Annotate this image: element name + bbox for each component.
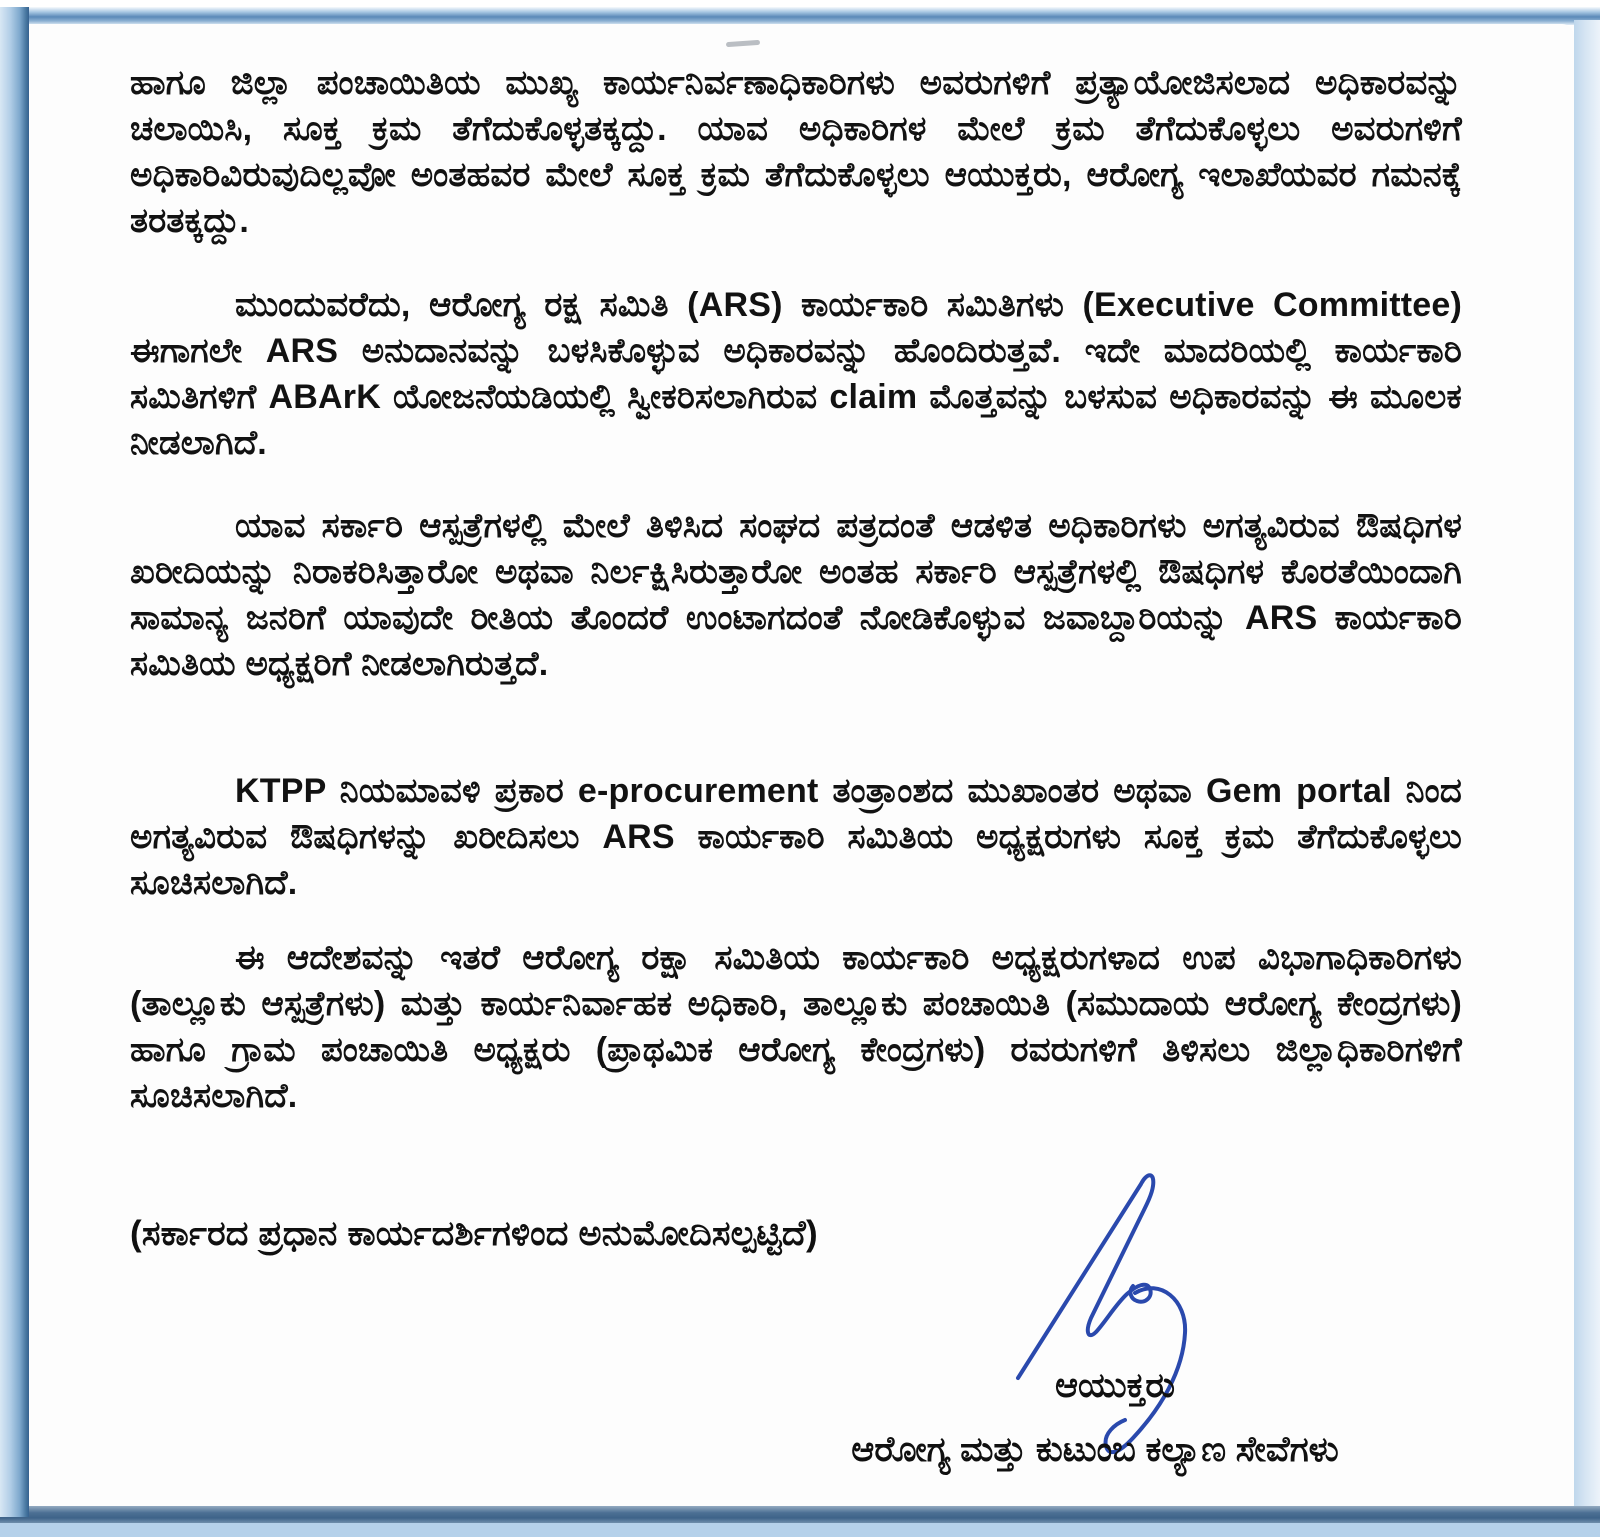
scan-edge-bottom-shadow	[0, 1506, 1600, 1523]
signature-stroke-main	[1018, 1175, 1153, 1378]
scan-edge-right	[1574, 20, 1600, 1517]
paragraph-2: ಮುಂದುವರೆದು, ಆರೋಗ್ಯ ರಕ್ಷ ಸಮಿತಿ (ARS) ಕಾರ್ಯಕಾರಿ ಸಮಿತಿಗಳು (Executive Committee) ಈಗಾಗಲೇ ARS ಅನುದಾನವನ್ನು ಬಳಸಿಕೊಳ್ಳುವ ಅಧಿಕಾರವನ್ನು ಹೊಂದಿರುತ್ತವೆ. ಇದೇ ಮಾದರಿಯಲ್ಲಿ ಕಾರ್ಯಕಾರಿ ಸಮಿತಿಗಳಿಗೆ ABArK ಯೋಜನೆಯಡಿಯಲ್ಲಿ ಸ್ವೀಕರಿಸಲಾಗಿರುವ claim ಮೊತ್ತವನ್ನು ಬಳಸುವ ಅಧಿಕಾರವನ್ನು ಈ ಮೂಲಕ ನೀಡಲಾಗಿದೆ.	[130, 286, 1462, 462]
signer-title: ಆಯುಕ್ತರು	[1054, 1366, 1176, 1405]
paragraph-3: ಯಾವ ಸರ್ಕಾರಿ ಆಸ್ಪತ್ರೆಗಳಲ್ಲಿ ಮೇಲೆ ತಿಳಿಸಿದ ಸಂಘದ ಪತ್ರದಂತೆ ಆಡಳಿತ ಅಧಿಕಾರಿಗಳು ಅಗತ್ಯವಿರುವ ಔಷಧಿಗಳ ಖರೀದಿಯನ್ನು ನಿರಾಕರಿಸಿತ್ತಾರೋ ಅಥವಾ ನಿರ್ಲಕ್ಷಿಸಿರುತ್ತಾರೋ ಅಂತಹ ಸರ್ಕಾರಿ ಆಸ್ಪತ್ರೆಗಳಲ್ಲಿ ಔಷಧಿಗಳ ಕೊರತೆಯಿಂದಾಗಿ ಸಾಮಾನ್ಯ ಜನರಿಗೆ ಯಾವುದೇ ರೀತಿಯ ತೊಂದರೆ ಉಂಟಾಗದಂತೆ ನೋಡಿಕೊಳ್ಳುವ ಜವಾಬ್ದಾರಿಯನ್ನು ARS ಕಾರ್ಯಕಾರಿ ಸಮಿತಿಯ ಅಧ್ಯಕ್ಷರಿಗೆ ನೀಡಲಾಗಿರುತ್ತದೆ.	[130, 507, 1462, 683]
signer-department: ಆರೋಗ್ಯ ಮತ್ತು ಕುಟುಂಬ ಕಲ್ಯಾಣ ಸೇವೆಗಳು	[851, 1430, 1339, 1469]
scan-edge-bottom	[0, 1523, 1600, 1537]
document-page	[29, 24, 1574, 1506]
paragraph-5: ಈ ಆದೇಶವನ್ನು ಇತರೆ ಆರೋಗ್ಯ ರಕ್ಷಾ ಸಮಿತಿಯ ಕಾರ್ಯಕಾರಿ ಅಧ್ಯಕ್ಷರುಗಳಾದ ಉಪ ವಿಭಾಗಾಧಿಕಾರಿಗಳು (ತಾಲ್ಲೂಕು ಆಸ್ಪತ್ರೆಗಳು) ಮತ್ತು ಕಾರ್ಯನಿರ್ವಾಹಕ ಅಧಿಕಾರಿ, ತಾಲ್ಲೂಕು ಪಂಚಾಯಿತಿ (ಸಮುದಾಯ ಆರೋಗ್ಯ ಕೇಂದ್ರಗಳು) ಹಾಗೂ ಗ್ರಾಮ ಪಂಚಾಯಿತಿ ಅಧ್ಯಕ್ಷರು (ಪ್ರಾಥಮಿಕ ಆರೋಗ್ಯ ಕೇಂದ್ರಗಳು) ರವರುಗಳಿಗೆ ತಿಳಿಸಲು ಜಿಲ್ಲಾಧಿಕಾರಿಗಳಿಗೆ ಸೂಚಿಸಲಾಗಿದೆ.	[130, 939, 1462, 1115]
scan-edge-left	[0, 7, 29, 1517]
scan-edge-top	[0, 7, 1600, 25]
signature-image	[975, 1128, 1205, 1468]
paragraph-4: KTPP ನಿಯಮಾವಳಿ ಪ್ರಕಾರ e-procurement ತಂತ್ರಾಂಶದ ಮುಖಾಂತರ ಅಥವಾ Gem portal ನಿಂದ ಅಗತ್ಯವಿರುವ ಔಷಧಿಗಳನ್ನು ಖರೀದಿಸಲು ARS ಕಾರ್ಯಕಾರಿ ಸಮಿತಿಯ ಅಧ್ಯಕ್ಷರುಗಳು ಸೂಕ್ತ ಕ್ರಮ ತೆಗೆದುಕೊಳ್ಳಲು ಸೂಚಿಸಲಾಗಿದೆ.	[130, 772, 1462, 902]
approval-note: (ಸರ್ಕಾರದ ಪ್ರಧಾನ ಕಾರ್ಯದರ್ಶಿಗಳಿಂದ ಅನುಮೋದಿಸಲ್ಪಟ್ಟಿದೆ)	[130, 1214, 818, 1253]
paragraph-1: ಹಾಗೂ ಜಿಲ್ಲಾ ಪಂಚಾಯಿತಿಯ ಮುಖ್ಯ ಕಾರ್ಯನಿರ್ವಣಾಧಿಕಾರಿಗಳು ಅವರುಗಳಿಗೆ ಪ್ರತ್ಯಾಯೋಜಿಸಲಾದ ಅಧಿಕಾರವನ್ನು ಚಲಾಯಿಸಿ, ಸೂಕ್ತ ಕ್ರಮ ತೆಗೆದುಕೊಳ್ಳತಕ್ಕದ್ದು. ಯಾವ ಅಧಿಕಾರಿಗಳ ಮೇಲೆ ಕ್ರಮ ತೆಗೆದುಕೊಳ್ಳಲು ಅವರುಗಳಿಗೆ ಅಧಿಕಾರಿವಿರುವುದಿಲ್ಲವೋ ಅಂತಹವರ ಮೇಲೆ ಸೂಕ್ತ ಕ್ರಮ ತೆಗೆದುಕೊಳ್ಳಲು ಆಯುಕ್ತರು, ಆರೋಗ್ಯ ಇಲಾಖೆಯವರ ಗಮನಕ್ಕೆ ತರತಕ್ಕದ್ದು.	[130, 64, 1462, 240]
